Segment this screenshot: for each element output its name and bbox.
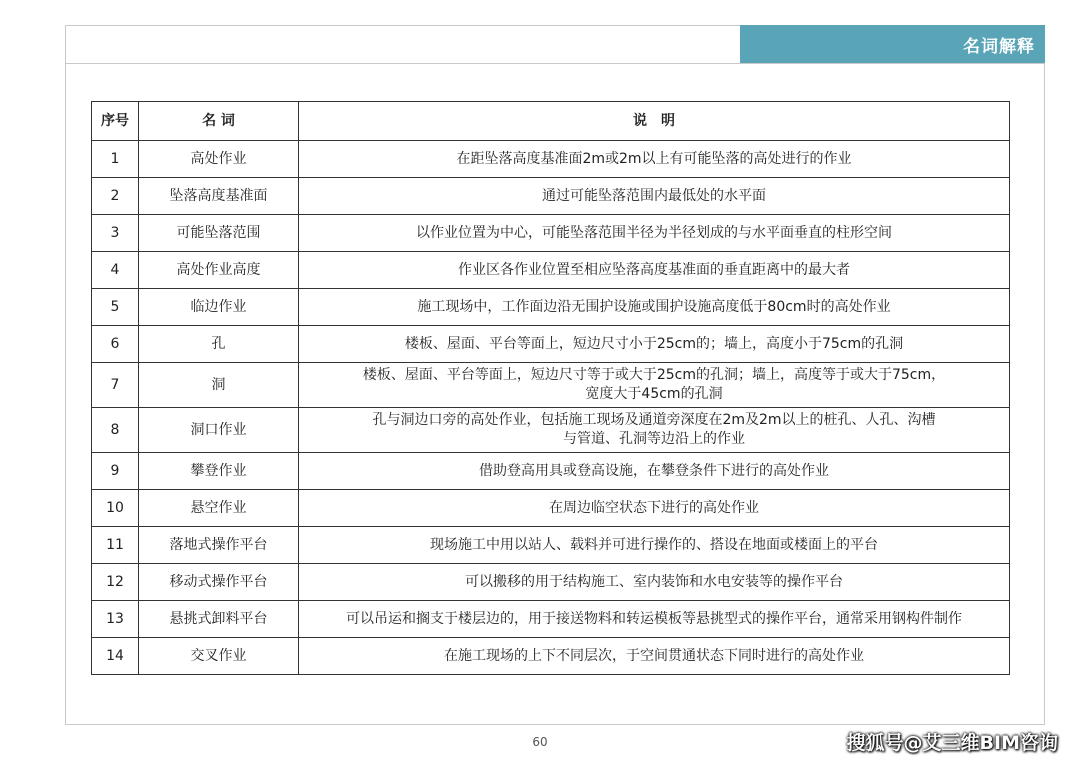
row-number: 7 — [92, 363, 139, 408]
row-term: 交叉作业 — [139, 638, 299, 675]
row-number: 13 — [92, 601, 139, 638]
row-term: 悬空作业 — [139, 490, 299, 527]
row-description: 施工现场中，工作面边沿无围护设施或围护设施高度低于80cm时的高处作业 — [299, 289, 1010, 326]
row-description: 孔与洞边口旁的高处作业，包括施工现场及通道旁深度在2m及2m以上的桩孔、人孔、沟槽 与管道、孔洞等边沿上的作业 — [299, 408, 1010, 453]
table-row — [92, 408, 1010, 453]
row-term: 洞 — [139, 363, 299, 408]
row-description: 可以吊运和搁支于楼层边的，用于接送物料和转运模板等悬挑型式的操作平台，通常采用钢构件制作 — [299, 601, 1010, 638]
row-description: 通过可能坠落范围内最低处的水平面 — [299, 178, 1010, 215]
row-description: 在周边临空状态下进行的高处作业 — [299, 490, 1010, 527]
row-description: 现场施工中用以站人、载料并可进行操作的、搭设在地面或楼面上的平台 — [299, 527, 1010, 564]
page-header — [65, 25, 1045, 64]
row-term: 高处作业高度 — [139, 252, 299, 289]
row-number: 10 — [92, 490, 139, 527]
row-term: 高处作业 — [139, 141, 299, 178]
table-row — [92, 141, 1010, 178]
row-description: 楼板、屋面、平台等面上，短边尺寸小于25cm的；墙上，高度小于75cm的孔洞 — [299, 326, 1010, 363]
column-header-number: 序号 — [92, 102, 139, 141]
row-number: 14 — [92, 638, 139, 675]
table-row — [92, 527, 1010, 564]
row-description: 在施工现场的上下不同层次，于空间贯通状态下同时进行的高处作业 — [299, 638, 1010, 675]
table-row — [92, 289, 1010, 326]
row-description: 楼板、屋面、平台等面上，短边尺寸等于或大于25cm的孔洞；墙上，高度等于或大于75cm， 宽度大于45cm的孔洞 — [299, 363, 1010, 408]
table-row — [92, 601, 1010, 638]
section-title: 名词解释 — [740, 25, 1045, 63]
table-header-row — [92, 102, 1010, 141]
table-row — [92, 215, 1010, 252]
row-description: 作业区各作业位置至相应坠落高度基准面的垂直距离中的最大者 — [299, 252, 1010, 289]
row-description: 在距坠落高度基准面2m或2m以上有可能坠落的高处进行的作业 — [299, 141, 1010, 178]
table-row — [92, 326, 1010, 363]
row-number: 4 — [92, 252, 139, 289]
watermark: 搜狐号@艾三维BIM咨询 — [846, 732, 1058, 754]
table-row — [92, 564, 1010, 601]
row-description: 可以搬移的用于结构施工、室内装饰和水电安装等的操作平台 — [299, 564, 1010, 601]
row-term: 移动式操作平台 — [139, 564, 299, 601]
terms-table — [91, 101, 1010, 675]
row-number: 1 — [92, 141, 139, 178]
row-number: 9 — [92, 453, 139, 490]
row-term: 悬挑式卸料平台 — [139, 601, 299, 638]
row-term: 落地式操作平台 — [139, 527, 299, 564]
table-row — [92, 453, 1010, 490]
row-term: 坠落高度基准面 — [139, 178, 299, 215]
table-row — [92, 638, 1010, 675]
row-term: 临边作业 — [139, 289, 299, 326]
row-term: 孔 — [139, 326, 299, 363]
column-header-description: 说 明 — [299, 102, 1010, 141]
table-row — [92, 252, 1010, 289]
table-row — [92, 363, 1010, 408]
row-number: 5 — [92, 289, 139, 326]
row-term: 攀登作业 — [139, 453, 299, 490]
page-number: 60 — [532, 735, 548, 749]
row-description: 以作业位置为中心，可能坠落范围半径为半径划成的与水平面垂直的柱形空间 — [299, 215, 1010, 252]
row-number: 6 — [92, 326, 139, 363]
table-row — [92, 178, 1010, 215]
row-description: 借助登高用具或登高设施，在攀登条件下进行的高处作业 — [299, 453, 1010, 490]
row-number: 2 — [92, 178, 139, 215]
row-term: 洞口作业 — [139, 408, 299, 453]
row-number: 12 — [92, 564, 139, 601]
column-header-term: 名 词 — [139, 102, 299, 141]
row-term: 可能坠落范围 — [139, 215, 299, 252]
row-number: 11 — [92, 527, 139, 564]
row-number: 8 — [92, 408, 139, 453]
table-row — [92, 490, 1010, 527]
row-number: 3 — [92, 215, 139, 252]
